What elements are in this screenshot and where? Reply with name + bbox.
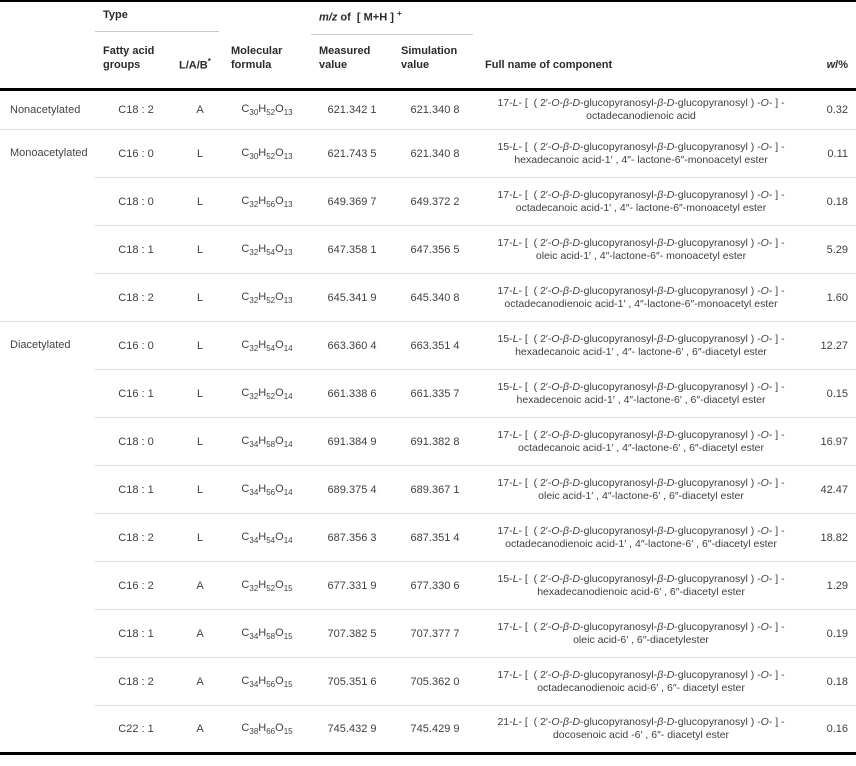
table-row (0, 466, 856, 514)
cell-fatty-acid-group: C18 : 2 (95, 514, 177, 562)
full-name-line2: hexadecanodienoic acid-6′ , 6″-diacetyl ester (537, 585, 745, 598)
cell-mass-fraction: 0.15 (805, 370, 856, 418)
cell-measured-value: 649.369 7 (311, 178, 393, 226)
cell-full-name (477, 514, 805, 562)
cell-measured-value: 621.743 5 (311, 130, 393, 178)
cell-measured-value: 707.382 5 (311, 610, 393, 658)
header-measured-value (311, 35, 393, 90)
header-formula-line1: Molecular (231, 45, 283, 58)
header-fatty-line2: groups (103, 59, 141, 72)
cell-molecular-formula: $C_{32}H_{52}O_{15}$ (223, 562, 311, 610)
table-row (0, 226, 856, 274)
cell-simulation-value: 621.340 8 (393, 90, 477, 130)
cell-full-name (477, 322, 805, 370)
header-mass-fraction: w/% (826, 59, 849, 72)
cell-simulation-value: 745.429 9 (393, 706, 477, 754)
cell-fatty-acid-group: C16 : 0 (95, 322, 177, 370)
cell-molecular-formula: $C_{32}H_{54}O_{13}$ (223, 226, 311, 274)
cell-full-name (477, 610, 805, 658)
cell-simulation-value: 691.382 8 (393, 418, 477, 466)
full-name-line1: 15-L- [ ( 2′-O-β-D-glucopyranosyl-β-D-glucopyranosyl ) -O- ] - (497, 380, 785, 393)
full-name-line2: oleic acid-6′ , 6″-diacetylester (573, 633, 709, 646)
cell-full-name (477, 370, 805, 418)
cell-simulation-value: 649.372 2 (393, 178, 477, 226)
cell-mass-fraction: 0.11 (805, 130, 856, 178)
full-name-line1: 17-L- [ ( 2′-O-β-D-glucopyranosyl-β-D-glucopyranosyl ) -O- ] - (497, 476, 785, 489)
cell-lab: L (177, 226, 223, 274)
cell-fatty-acid-group: C16 : 2 (95, 562, 177, 610)
cell-molecular-formula: $C_{34}H_{58}O_{15}$ (223, 610, 311, 658)
cell-measured-value: 645.341 9 (311, 274, 393, 322)
header-spacer (477, 1, 805, 35)
cell-lab: A (177, 562, 223, 610)
header-simulation-line2: value (401, 59, 430, 72)
cell-molecular-formula: $C_{32}H_{52}O_{13}$ (223, 274, 311, 322)
cell-simulation-value: 707.377 7 (393, 610, 477, 658)
header-type-label: Type (103, 9, 128, 21)
cell-full-name (477, 178, 805, 226)
cell-lab: L (177, 130, 223, 178)
table-row (0, 418, 856, 466)
cell-simulation-value: 705.362 0 (393, 658, 477, 706)
cell-mass-fraction: 0.18 (805, 658, 856, 706)
cell-lab: L (177, 370, 223, 418)
group-label-monoacetylated: Monoacetylated (0, 130, 95, 322)
header-spacer (805, 1, 856, 35)
cell-fatty-acid-group: C18 : 1 (95, 466, 177, 514)
full-name-line2: octadecanodienoic acid (586, 110, 696, 123)
full-name-line1: 17-L- [ ( 2′-O-β-D-glucopyranosyl-β-D-glucopyranosyl ) -O- ] - (497, 668, 785, 681)
cell-fatty-acid-group: C18 : 2 (95, 658, 177, 706)
full-name-line2: oleic acid-1′ , 4″-lactone-6′ , 6″-diacetyl ester (538, 489, 744, 502)
full-name-line2: oleic acid-1′ , 4″-lactone-6″- monoacetyl ester (535, 249, 747, 262)
cell-mass-fraction: 0.32 (805, 90, 856, 130)
cell-molecular-formula: $C_{38}H_{66}O_{15}$ (223, 706, 311, 754)
cell-mass-fraction: 0.16 (805, 706, 856, 754)
cell-molecular-formula: $C_{34}H_{58}O_{14}$ (223, 418, 311, 466)
header-type-group (95, 1, 223, 35)
cell-measured-value: 647.358 1 (311, 226, 393, 274)
cell-fatty-acid-group: C16 : 0 (95, 130, 177, 178)
cell-simulation-value: 661.335 7 (393, 370, 477, 418)
full-name-line1: 17-L- [ ( 2′-O-β-D-glucopyranosyl-β-D-glucopyranosyl ) -O- ] - (497, 620, 785, 633)
header-spacer (0, 1, 95, 35)
full-name-line1: 21-L- [ ( 2′-O-β-D-glucopyranosyl-β-D-glucopyranosyl ) -O- ] - (497, 716, 785, 729)
cell-measured-value: 705.351 6 (311, 658, 393, 706)
header-mz-label: m/z of [ M+H ] + (311, 2, 473, 35)
cell-simulation-value: 645.340 8 (393, 274, 477, 322)
header-measured-line2: value (319, 59, 348, 72)
table-header (0, 1, 856, 90)
cell-mass-fraction: 1.60 (805, 274, 856, 322)
cell-mass-fraction: 18.82 (805, 514, 856, 562)
cell-simulation-value: 647.356 5 (393, 226, 477, 274)
cell-measured-value: 687.356 3 (311, 514, 393, 562)
table-row (0, 130, 856, 178)
full-name-line1: 17-L- [ ( 2′-O-β-D-glucopyranosyl-β-D-glucopyranosyl ) -O- ] - (497, 284, 785, 297)
cell-fatty-acid-group: C18 : 0 (95, 178, 177, 226)
cell-measured-value: 745.432 9 (311, 706, 393, 754)
table-row (0, 706, 856, 754)
table-row (0, 610, 856, 658)
header-empty (0, 35, 95, 90)
cell-fatty-acid-group: C22 : 1 (95, 706, 177, 754)
cell-full-name (477, 274, 805, 322)
header-fatty-acid-groups (95, 35, 177, 90)
cell-lab: L (177, 466, 223, 514)
cell-lab: A (177, 658, 223, 706)
cell-full-name (477, 90, 805, 130)
cell-lab: L (177, 322, 223, 370)
cell-molecular-formula: $C_{34}H_{56}O_{15}$ (223, 658, 311, 706)
table-row (0, 90, 856, 130)
full-name-line2: docosenoic acid -6′ , 6″- diacetyl ester (552, 729, 730, 742)
cell-molecular-formula: $C_{34}H_{54}O_{14}$ (223, 514, 311, 562)
cell-molecular-formula: $C_{32}H_{52}O_{14}$ (223, 370, 311, 418)
full-name-line1: 15-L- [ ( 2′-O-β-D-glucopyranosyl-β-D-glucopyranosyl ) -O- ] - (497, 332, 785, 345)
cell-full-name (477, 130, 805, 178)
cell-mass-fraction: 42.47 (805, 466, 856, 514)
group-label-nonacetylated: Nonacetylated (0, 90, 95, 130)
cell-lab: L (177, 418, 223, 466)
cell-lab: L (177, 178, 223, 226)
cell-simulation-value: 689.367 1 (393, 466, 477, 514)
cell-molecular-formula: $C_{30}H_{52}O_{13}$ (223, 130, 311, 178)
header-simulation-line1: Simulation (401, 45, 458, 58)
table-row (0, 562, 856, 610)
cell-simulation-value: 687.351 4 (393, 514, 477, 562)
full-name-line1: 17-L- [ ( 2′-O-β-D-glucopyranosyl-β-D-glucopyranosyl ) -O- ] - (497, 524, 785, 537)
header-lab: L/A/B* (179, 56, 211, 72)
cell-measured-value: 689.375 4 (311, 466, 393, 514)
cell-simulation-value: 621.340 8 (393, 130, 477, 178)
full-name-line2: octadecanodienoic acid-6′ , 6″- diacetyl ester (537, 681, 745, 694)
cell-measured-value: 663.360 4 (311, 322, 393, 370)
cell-mass-fraction: 1.29 (805, 562, 856, 610)
header-mz-group (311, 1, 477, 35)
full-name-line2: hexadecanoic acid-1′ , 4″- lactone-6′ , 6″-diacetyl ester (515, 345, 767, 358)
cell-mass-fraction: 0.19 (805, 610, 856, 658)
table-row (0, 514, 856, 562)
cell-full-name (477, 562, 805, 610)
full-name-line1: 17-L- [ ( 2′-O-β-D-glucopyranosyl-β-D-glucopyranosyl ) -O- ] - (497, 428, 785, 441)
table-row (0, 322, 856, 370)
header-formula-line2: formula (231, 59, 272, 72)
cell-molecular-formula: $C_{30}H_{52}O_{13}$ (223, 90, 311, 130)
cell-fatty-acid-group: C18 : 2 (95, 90, 177, 130)
cell-full-name (477, 418, 805, 466)
table-row (0, 274, 856, 322)
full-name-line2: octadecanoic acid-1′ , 4″-lactone-6′ , 6″-diacetyl ester (518, 441, 765, 454)
table-row (0, 178, 856, 226)
header-molecular-formula (223, 35, 311, 90)
header-group-row (0, 1, 856, 35)
full-name-line2: hexadecenoic acid-1′ , 4″-lactone-6′ , 6″-diacetyl ester (516, 393, 766, 406)
cell-measured-value: 661.338 6 (311, 370, 393, 418)
cell-fatty-acid-group: C18 : 1 (95, 610, 177, 658)
full-name-line2: octadecanodienoic acid-1′ , 4″-lactone-6′ , 6″-diacetyl ester (505, 537, 777, 550)
cell-mass-fraction: 12.27 (805, 322, 856, 370)
table-row (0, 658, 856, 706)
cell-molecular-formula: $C_{32}H_{56}O_{13}$ (223, 178, 311, 226)
cell-fatty-acid-group: C16 : 1 (95, 370, 177, 418)
full-name-line1: 17-L- [ ( 2′-O-β-D-glucopyranosyl-β-D-glucopyranosyl ) -O- ] - (497, 236, 785, 249)
full-name-line2: octadecanodienoic acid-1′ , 4″-lactone-6″-monoacetyl ester (504, 297, 778, 310)
cell-fatty-acid-group: C18 : 0 (95, 418, 177, 466)
full-name-line1: 15-L- [ ( 2′-O-β-D-glucopyranosyl-β-D-glucopyranosyl ) -O- ] - (497, 572, 785, 585)
cell-lab: L (177, 514, 223, 562)
cell-full-name (477, 706, 805, 754)
cell-measured-value: 677.331 9 (311, 562, 393, 610)
cell-measured-value: 691.384 9 (311, 418, 393, 466)
cell-fatty-acid-group: C18 : 2 (95, 274, 177, 322)
cell-full-name (477, 226, 805, 274)
header-columns-row (0, 35, 856, 90)
cell-fatty-acid-group: C18 : 1 (95, 226, 177, 274)
cell-mass-fraction: 16.97 (805, 418, 856, 466)
header-spacer (223, 1, 311, 35)
header-simulation-value (393, 35, 477, 90)
cell-full-name (477, 658, 805, 706)
full-name-line2: octadecanoic acid-1′ , 4″- lactone-6″-monoacetyl ester (515, 201, 767, 214)
header-measured-line1: Measured (319, 45, 371, 58)
cell-molecular-formula: $C_{32}H_{54}O_{14}$ (223, 322, 311, 370)
table-body (0, 90, 856, 754)
full-name-line2: hexadecanoic acid-1′ , 4″- lactone-6″-monoacetyl ester (514, 153, 768, 166)
cell-lab: L (177, 274, 223, 322)
cell-molecular-formula: $C_{34}H_{56}O_{14}$ (223, 466, 311, 514)
cell-measured-value: 621.342 1 (311, 90, 393, 130)
header-fatty-line1: Fatty acid (103, 45, 155, 58)
full-name-line1: 15-L- [ ( 2′-O-β-D-glucopyranosyl-β-D-glucopyranosyl ) -O- ] - (497, 140, 785, 153)
full-name-line1: 17-L- [ ( 2′-O-β-D-glucopyranosyl-β-D-glucopyranosyl ) -O- ] - (497, 97, 785, 110)
cell-mass-fraction: 0.18 (805, 178, 856, 226)
full-name-line1: 17-L- [ ( 2′-O-β-D-glucopyranosyl-β-D-glucopyranosyl ) -O- ] - (497, 188, 785, 201)
group-label-diacetylated: Diacetylated (0, 322, 95, 754)
cell-simulation-value: 677.330 6 (393, 562, 477, 610)
cell-mass-fraction: 5.29 (805, 226, 856, 274)
cell-lab: A (177, 90, 223, 130)
table-row (0, 370, 856, 418)
cell-lab: A (177, 706, 223, 754)
cell-lab: A (177, 610, 223, 658)
cell-simulation-value: 663.351 4 (393, 322, 477, 370)
header-full-name: Full name of component (485, 59, 613, 72)
cell-full-name (477, 466, 805, 514)
